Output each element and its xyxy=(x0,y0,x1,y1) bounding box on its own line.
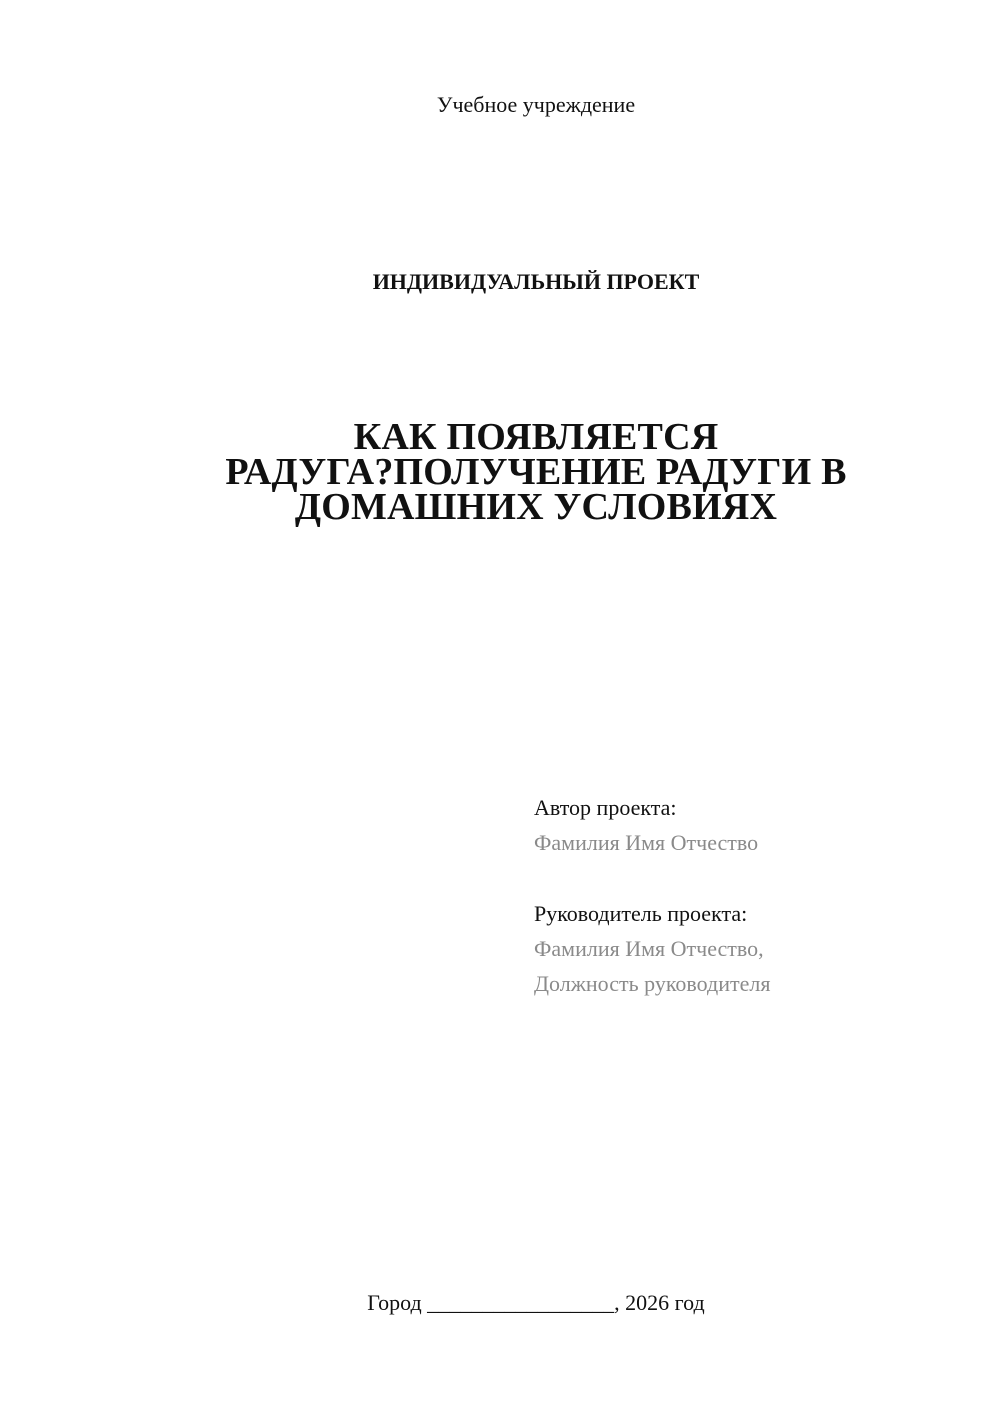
project-type-heading: ИНДИВИДУАЛЬНЫЙ ПРОЕКТ xyxy=(372,269,700,294)
supervisor-position: Должность руководителя xyxy=(534,971,771,996)
city-year-line: Город _________________, 2026 год xyxy=(367,1290,705,1315)
institution-name: Учебное учреждение xyxy=(436,92,636,117)
supervisor-name: Фамилия Имя Отчество, xyxy=(534,936,764,961)
author-label: Автор проекта: xyxy=(534,795,677,820)
credits-block xyxy=(534,790,974,1001)
credits-spacer xyxy=(534,860,974,896)
title-line: ДОМАШНИХ УСЛОВИЯХ xyxy=(294,486,778,528)
supervisor-label: Руководитель проекта: xyxy=(534,901,748,926)
project-title xyxy=(180,416,892,528)
title-line: КАК ПОЯВЛЯЕТСЯ xyxy=(353,416,719,458)
title-line: РАДУГА?ПОЛУЧЕНИЕ РАДУГИ В xyxy=(225,451,847,493)
author-name: Фамилия Имя Отчество xyxy=(534,830,759,855)
